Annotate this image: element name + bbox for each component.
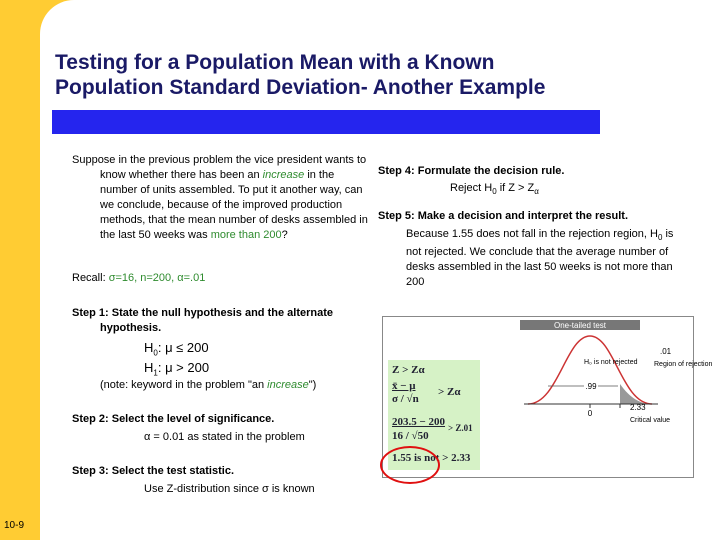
step4-heading: Step 4: Formulate the decision rule. — [378, 165, 565, 177]
chart-title: One-tailed test — [553, 321, 607, 330]
slide-number: 10-9 — [4, 520, 25, 531]
one-tailed-test-chart — [518, 318, 713, 438]
intro-text-2: in the number of units assembled. To put it another way, can we conclude, because of the improved production methods, that the mean number of desks assembled in the last 50 weeks was — [100, 169, 368, 241]
h1-statement: : μ > 200 — [157, 360, 210, 375]
recall-values: σ=16, n=200, α=.01 — [108, 272, 206, 284]
h1-subscript: 1 — [153, 368, 158, 378]
intro-more-than: more than 200 — [210, 229, 282, 241]
step1-heading: Step 1: State the null hypothesis and the alternate hypothesis. — [72, 307, 333, 334]
reject-h-label: Reject H — [450, 182, 493, 194]
h1-label: H — [144, 360, 154, 375]
step5-body — [406, 227, 688, 290]
rejection-region-label: Region of rejection — [654, 361, 713, 368]
computed-denominator: 16 / √50 — [392, 430, 429, 442]
formula-numerator: x̄ − μ — [392, 380, 416, 392]
step2-body: α = 0.01 as stated in the problem — [144, 431, 305, 443]
critical-value-number: 2.33 — [630, 403, 646, 412]
decision-rule-condition: if Z > Z — [499, 182, 535, 194]
title-underline-bar — [52, 110, 600, 134]
intro-paragraph — [72, 153, 372, 243]
left-accent-stripe — [0, 0, 40, 540]
not-rejected-label: H₀ is not rejected — [584, 359, 638, 366]
note-close: ") — [308, 379, 317, 391]
decision-rule — [450, 181, 539, 199]
computed-rhs: > Z.01 — [448, 423, 473, 433]
h0-label: H — [144, 340, 154, 355]
note-increase-word: increase — [267, 379, 309, 391]
keyword-note — [100, 378, 316, 393]
step5-h-subscript: 0 — [657, 233, 663, 243]
h0-statement: : μ ≤ 200 — [157, 340, 209, 355]
comparison-result: 1.55 is not > 2.33 — [392, 452, 471, 464]
zero-label: 0 — [587, 409, 593, 418]
critical-value-label: Critical value — [630, 417, 671, 424]
probability-01: .01 — [660, 347, 672, 356]
step2-heading: Step 2: Select the level of significance. — [72, 413, 275, 425]
formula-z-rule: Z > Zα — [392, 364, 425, 376]
formula-rhs: > Zα — [438, 386, 461, 398]
slide-title-line-1: Testing for a Population Mean with a Known — [55, 51, 495, 74]
recall-label: Recall: — [72, 272, 106, 284]
result-highlight-circle — [380, 446, 440, 484]
step5-text-1: Because 1.55 does not fall in the rejection region, H — [406, 228, 658, 240]
note-text: (note: keyword in the problem "an — [100, 379, 265, 391]
slide-title-line-2: Population Standard Deviation- Another Example — [55, 76, 546, 99]
intro-increase-word: increase — [262, 169, 305, 181]
probability-99: .99 — [585, 382, 597, 391]
step5-text-2: is not rejected. We conclude that the average number of desks assembled in the last 50 weeks is not more than 200 — [406, 228, 674, 289]
step3-body: Use Z-distribution since σ is known — [144, 483, 315, 495]
reject-h-subscript: 0 — [492, 187, 497, 197]
formula-denominator: σ / √n — [392, 393, 419, 405]
recall-line — [72, 271, 205, 286]
h0-subscript: 0 — [153, 348, 158, 358]
step5-heading: Step 5: Make a decision and interpret the result. — [378, 210, 629, 222]
intro-text-1: Suppose in the previous problem the vice president wants to know whether there has been an — [72, 154, 367, 181]
intro-question-mark: ? — [281, 229, 288, 241]
z-alpha-subscript: α — [534, 187, 539, 197]
computed-numerator: 203.5 − 200 — [392, 416, 446, 428]
slide-title — [55, 50, 675, 100]
step3-heading: Step 3: Select the test statistic. — [72, 465, 234, 477]
